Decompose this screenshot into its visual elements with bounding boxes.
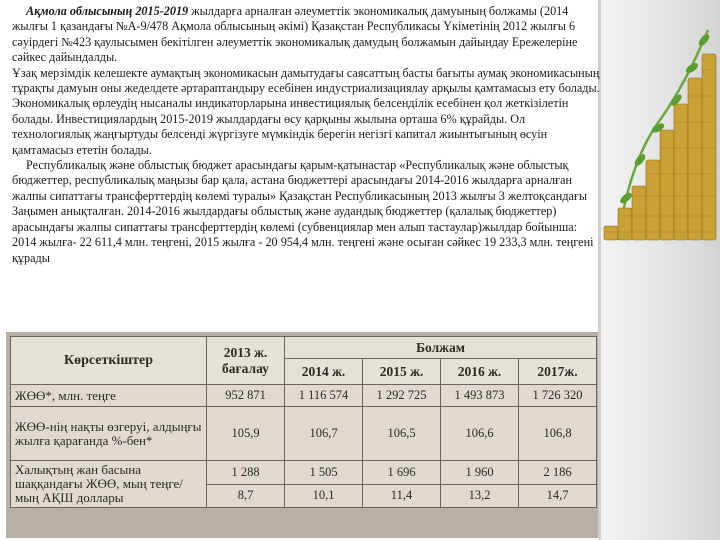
paragraph-investment: Экономикалық өрлеудің нысаналы индикаторларына инвестициялық белсендiлiк есебiнен қол жеткiзiлетiн болады. Инвестициялардың 2015-2019 жылдардағы өсу қарқыны жылына орташа 6% құрайды. Ол технологиялық жаңғыртуды белсендi жүргiзуге мүмкiндiк берегiн негiзгi капитал жиынтығының өсуiн қамтамасыз ететiн болады. (12, 96, 569, 157)
table-cell: 106,7 (285, 407, 363, 461)
table-cell: 1 696 (363, 461, 441, 485)
paragraph-forecast-intro (12, 4, 602, 66)
coin-growth-illustration (600, 10, 718, 248)
forecast-table (10, 336, 597, 508)
header-year: 2017ж. (519, 359, 597, 385)
table-cell: 1 960 (441, 461, 519, 485)
forecast-table-photo (6, 332, 598, 538)
table-cell: 1 292 725 (363, 385, 441, 407)
table-row (11, 407, 597, 461)
paragraph-title: Ақмола облысының 2015-2019 (26, 4, 189, 18)
table-cell: 10,1 (285, 484, 363, 508)
table-cell: 105,9 (207, 407, 285, 461)
table-cell: 1 726 320 (519, 385, 597, 407)
header-year: 2016 ж. (441, 359, 519, 385)
header-year: 2015 ж. (363, 359, 441, 385)
header-estimate: 2013 ж. бағалау (207, 337, 285, 385)
header-year: 2014 ж. (285, 359, 363, 385)
table-cell: 8,7 (207, 484, 285, 508)
table-cell: 1 116 574 (285, 385, 363, 407)
row-label: ЖӨӨ-нің нақты өзгеруі, алдыңғы жылға қарағанда %-бен* (11, 407, 207, 461)
table-row (11, 461, 597, 485)
table-cell: 2 186 (519, 461, 597, 485)
table-cell: 1 493 873 (441, 385, 519, 407)
table-cell: 106,5 (363, 407, 441, 461)
table-cell: 106,8 (519, 407, 597, 461)
table-cell: 952 871 (207, 385, 285, 407)
table-cell: 1 288 (207, 461, 285, 485)
paragraph-budget-relations: Республикалық және облыстық бюджет арасындағы қарым-қатынастар «Республикалық және облыстық бюджеттер, республикалық маңызы бар қала, астана бюджеттері арасындағы 2014-2016 жылдарға арналған жалпы сипаттағы трансферттердің көлемі туралы» Қазақстан Республикасының 2013 жылғы 3 желтоқсандағы Заңымен анықталған. 2014-2016 жылдардағы облыстық және аудандық бюджеттер (қалалық бюджеттер) арасындағы жалпы сипаттағы трансферттердің көлемі (субвенциялар мен алып тастаулар)жылдар бойынша: 2014 жылға- 22 611,4 млн. теңгені, 2015 жылға - 20 954,4 млн. теңгені және осыған сәйкес 19 233,3 млн. теңгені құрады (12, 158, 594, 265)
document-body (12, 4, 602, 266)
header-forecast: Болжам (285, 337, 597, 359)
table-cell: 1 505 (285, 461, 363, 485)
table-cell: 14,7 (519, 484, 597, 508)
table-row (11, 385, 597, 407)
table-cell: 13,2 (441, 484, 519, 508)
row-label: ЖӨӨ*, млн. теңге (11, 385, 207, 407)
table-cell: 11,4 (363, 484, 441, 508)
row-label: Халықтың жан басына шаққандағы ЖӨӨ, мың теңге/ мың АҚШ доллары (11, 461, 207, 508)
paragraph-intro-text: жылдарға арналған әлеуметтік экономикалық дамуының болжамы (2014 жылғы 1 қазандағы №А-9/478 Ақмола облысының әкімі) Қазақстан Республикасы Үкіметінің 2012 жылғы 6 сәуірдегі №423 қаулысымен бекітілген әлеуметтік экономикалық дамудың болжамын дайындау Ережелеріне сәйкес дайындалды. (12, 4, 578, 65)
paragraph-long-term-policy: Ұзақ мерзімдік келешекте аумақтың экономикасын дамытудағы саясаттың басты бағыты аумақ экономикасының тұрақты дамуын оны жеделдете әртараптандыру есебінен индустриализациялау арқылы қамтамасыз ету болады. (12, 65, 600, 96)
table-cell: 106,6 (441, 407, 519, 461)
header-indicators: Көрсеткіштер (11, 337, 207, 385)
